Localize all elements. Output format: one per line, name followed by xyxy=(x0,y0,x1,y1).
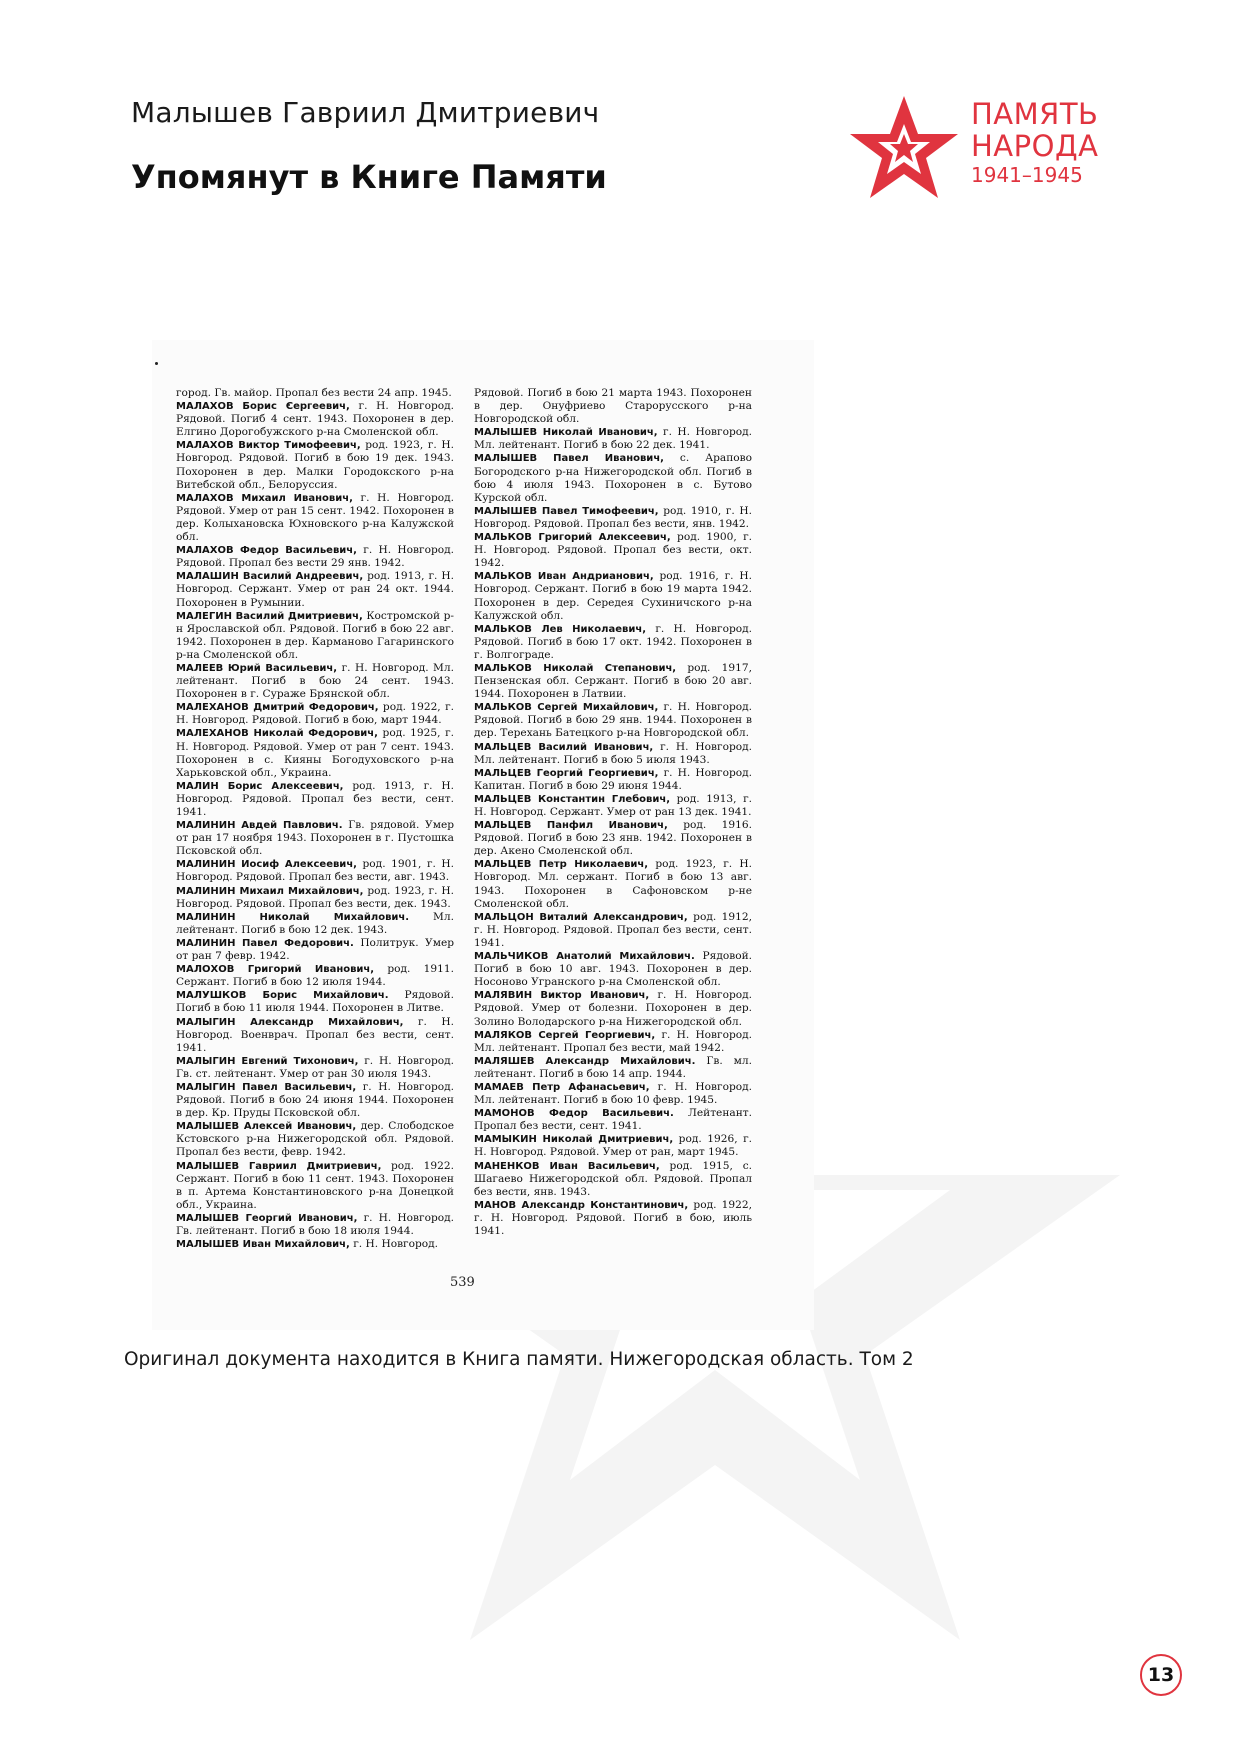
entry-details: род. 1910, г. Н. Новгород. Рядовой. Пропал без вести, янв. 1942. xyxy=(474,504,752,530)
memorial-entry xyxy=(474,767,752,793)
entry-name: МАЛЬКОВ Григорий Алексеевич, xyxy=(474,532,671,544)
scan-speck xyxy=(155,362,158,365)
entry-name: МАЛЯКОВ Сергей Георгиевич, xyxy=(474,1029,656,1041)
memorial-entry xyxy=(474,1055,752,1081)
memorial-entry xyxy=(474,1029,752,1055)
entry-details: род. 1926, г. Н. Новгород. Рядовой. Умер от ран, март 1945. xyxy=(474,1133,752,1159)
entry-name: МАЛЫШЕВ Георгий Иванович, xyxy=(176,1212,358,1224)
entry-details: г. Н. Новгород. Рядовой. Пропал без вести 29 янв. 1942. xyxy=(176,544,454,570)
memorial-entry xyxy=(176,544,454,570)
entry-name: МАМОНОВ Федор Васильевич. xyxy=(474,1108,674,1120)
entry-details: Гв. рядовой. Умер от ран 17 ноября 1943. Похоронен в г. Пустошка Псковской обл. xyxy=(176,819,454,858)
entry-name: МАЛЬЦЕВ Константин Глебович, xyxy=(474,793,671,805)
memorial-entry xyxy=(176,492,454,544)
memorial-entry xyxy=(474,452,752,504)
entry-name: МАЛАХОВ Борис Сергеевич, xyxy=(176,401,350,413)
memorial-entry xyxy=(474,505,752,531)
memorial-entry xyxy=(176,1238,454,1251)
memorial-entry xyxy=(474,426,752,452)
memorial-entry xyxy=(176,701,454,727)
entry-details: г. Н. Новгород. xyxy=(349,1238,439,1251)
entry-details: Мл. лейтенант. Погиб в бою 12 дек. 1943. xyxy=(176,910,454,936)
memorial-entry xyxy=(474,819,752,858)
entry-details: г. Н. Новгород. Гв. ст. лейтенант. Умер от ран 30 июля 1943. xyxy=(176,1054,454,1080)
person-name: Малышев Гавриил Дмитриевич xyxy=(131,96,600,129)
entry-name: МАЛЫШЕВ Павел Иванович, xyxy=(474,453,664,465)
entry-name: МАЛАШИН Василий Андреевич, xyxy=(176,571,364,583)
memorial-entry xyxy=(474,570,752,622)
memorial-entry xyxy=(176,570,454,609)
entry-name: МАЛИНИН Николай Михайлович. xyxy=(176,911,410,923)
memorial-entry xyxy=(474,531,752,570)
entry-name: МАЛЕХАНОВ Дмитрий Федорович, xyxy=(176,702,379,714)
entry-details: г. Н. Новгород. Мл. лейтенант. Пропал без вести, май 1942. xyxy=(474,1028,753,1054)
entry-name: МАЛЯШЕВ Александр Михайлович. xyxy=(474,1055,696,1067)
document-left-column xyxy=(176,387,454,1251)
entry-name: МАНЕНКОВ Иван Васильевич, xyxy=(474,1160,660,1172)
memorial-entry xyxy=(176,727,454,779)
memorial-entry xyxy=(474,950,752,989)
entry-details: г. Н. Новгород. Рядовой. Погиб в бою 24 июня 1944. Похоронен в дер. Кр. Пруды Псковской обл. xyxy=(176,1080,454,1120)
entry-details: с. Арапово Богородского р-на Нижегородской обл. Погиб в бою 4 июля 1943. Похоронен в с. Бутово Курской обл. xyxy=(474,452,752,504)
entry-details: род. 1923, г. Н. Новгород. Рядовой. Пропал без вести, дек. 1943. xyxy=(176,884,455,910)
entry-name: МАЛАХОВ Федор Васильевич, xyxy=(176,545,357,557)
entry-name: МАЛЫШЕВ Николай Иванович, xyxy=(474,427,658,439)
entry-details: дер. Слободское Кстовского р-на Нижегородской обл. Рядовой. Пропал без вести, февр. 1942. xyxy=(176,1120,455,1159)
entry-name: МАЛЫГИН Евгений Тихонович, xyxy=(176,1055,359,1067)
entry-name: МАЛОХОВ Григорий Иванович, xyxy=(176,964,375,976)
memorial-entry xyxy=(176,1016,454,1055)
memorial-entry xyxy=(176,1055,454,1081)
memorial-entry xyxy=(176,1212,454,1238)
entry-details: род. 1913, г. Н. Новгород. Сержант. Умер от ран 13 дек. 1941. xyxy=(474,792,753,818)
entry-details: род. 1915, с. Шагаево Нижегородской обл. Рядовой. Пропал без вести, янв. 1943. xyxy=(474,1159,753,1198)
memorial-entry xyxy=(474,701,752,740)
entry-name: МАЛЫШЕВ Гавриил Дмитриевич, xyxy=(176,1160,382,1172)
entry-name: МАЛЬКОВ Сергей Михайлович, xyxy=(474,702,659,714)
entry-details: г. Н. Новгород. Гв. лейтенант. Погиб в бою 18 июля 1944. xyxy=(176,1211,454,1237)
entry-details: г. Н. Новгород. Военврач. Пропал без вести, сент. 1941. xyxy=(176,1015,454,1054)
entry-name: МАЛЫГИН Павел Васильевич, xyxy=(176,1081,357,1093)
entry-details: род. 1917, Пензенская обл. Сержант. Погиб в бою 20 авг. 1944. Похоронен в Латвии. xyxy=(474,661,752,701)
document-page-number: 539 xyxy=(450,1275,475,1290)
entry-details: г. Н. Новгород. Рядовой. Погиб 4 сент. 1943. Похоронен в дер. Елгино Дорогобужского р-на Смоленской обл. xyxy=(176,400,455,439)
entry-details: г. Н. Новгород. Капитан. Погиб в бою 29 июня 1944. xyxy=(474,766,752,792)
entry-details: род. 1913, г. Н. Новгород. Рядовой. Пропал без вести, сент. 1941. xyxy=(176,779,455,818)
memorial-entry xyxy=(474,793,752,819)
entry-details: род. 1900, г. Н. Новгород. Рядовой. Пропал без вести, окт. 1942. xyxy=(474,531,752,570)
memorial-entry xyxy=(474,1107,752,1133)
memorial-entry xyxy=(176,989,454,1015)
memorial-entry xyxy=(176,858,454,884)
memorial-entry xyxy=(474,989,752,1028)
entry-name: МАЛЬЦЕВ Георгий Георгиевич, xyxy=(474,767,659,779)
memorial-entry xyxy=(176,1120,454,1159)
entry-name: МАНОВ Александр Константинович, xyxy=(474,1199,689,1211)
entry-name: МАЛИНИН Михаил Михайлович, xyxy=(176,885,364,897)
entry-details: род. 1901, г. Н. Новгород. Рядовой. Пропал без вести, авг. 1943. xyxy=(176,858,455,884)
entry-name: МАЛЯВИН Виктор Иванович, xyxy=(474,990,650,1002)
memorial-entry xyxy=(474,1160,752,1199)
entry-name: МАЛЬКОВ Николай Степанович, xyxy=(474,662,677,674)
entry-details: род. 1913, г. Н. Новгород. Сержант. Умер от ран 24 окт. 1944. Похоронен в Румынии. xyxy=(176,570,454,609)
memorial-entry xyxy=(176,937,454,963)
memorial-entry xyxy=(474,1133,752,1159)
entry-name: МАМЫКИН Николай Дмитриевич, xyxy=(474,1134,674,1146)
pamyat-naroda-logo[interactable] xyxy=(848,94,1118,204)
memorial-entry xyxy=(176,819,454,858)
memorial-entry xyxy=(176,963,454,989)
entry-details: Рядовой. Погиб в бою 21 марта 1943. Похоронен в дер. Онуфриево Старорусского р-на Новгородской обл. xyxy=(474,387,752,426)
memorial-entry xyxy=(176,1160,454,1212)
memorial-entry xyxy=(474,1199,752,1238)
memorial-entry xyxy=(176,662,454,701)
entry-name: МАЛЫШЕВ Павел Тимофеевич, xyxy=(474,505,659,517)
entry-details: род. 1912, г. Н. Новгород. Рядовой. Пропал без вести, сент. 1941. xyxy=(474,910,752,949)
entry-details: г. Н. Новгород. Мл. лейтенант. Погиб в бою 5 июля 1943. xyxy=(474,740,752,766)
page-heading: Упомянут в Книге Памяти xyxy=(131,158,607,196)
memorial-entry xyxy=(176,400,454,439)
entry-name: МАЛЕГИН Василий Дмитриевич, xyxy=(176,610,363,622)
entry-details: г. Н. Новгород. Мл. лейтенант. Погиб в бою 22 дек. 1941. xyxy=(474,426,753,452)
memorial-entry xyxy=(176,885,454,911)
memorial-entry xyxy=(176,911,454,937)
entry-name: МАЛЕЕВ Юрий Васильевич, xyxy=(176,662,338,674)
entry-name: МАЛЬКОВ Иван Андрианович, xyxy=(474,571,654,583)
entry-details: Политрук. Умер от ран 7 февр. 1942. xyxy=(176,936,454,963)
entry-name: МАЛЫГИН Александр Михайлович, xyxy=(176,1016,404,1028)
entry-details: г. Н. Новгород. Мл. лейтенант. Погиб в бою 24 сент. 1943. Похоронен в г. Сураже Брянской обл. xyxy=(176,661,454,701)
logo-line-2: НАРОДА xyxy=(971,129,1099,163)
entry-details: Рядовой. Погиб в бою 10 авг. 1943. Похоронен в дер. Носоново Угранского р-на Смоленской обл. xyxy=(474,950,752,989)
entry-details: род. 1923, г. Н. Новгород. Рядовой. Погиб в бою 19 дек. 1943. Похоронен в дер. Малки Городокского р-на Витебской обл., Белоруссия. xyxy=(176,439,454,491)
entry-details: род. 1923, г. Н. Новгород. Мл. сержант. Погиб в бою 13 авг. 1943. Похоронен в Сафоновском р-не Смоленской обл. xyxy=(474,858,752,910)
memorial-entry xyxy=(176,610,454,662)
memorial-entry xyxy=(474,741,752,767)
entry-name: МАЛЬЦОН Виталий Александрович, xyxy=(474,911,688,923)
memorial-entry xyxy=(474,623,752,662)
entry-details: г. Н. Новгород. Рядовой. Погиб в бою 17 окт. 1942. Похоронен в г. Волгограде. xyxy=(474,622,752,661)
document-scan xyxy=(152,340,814,1330)
memorial-entry xyxy=(176,387,454,400)
memorial-entry xyxy=(474,662,752,701)
document-right-column xyxy=(474,387,752,1238)
entry-name: МАЛИНИН Иосиф Алексеевич, xyxy=(176,859,357,871)
memorial-entry xyxy=(474,858,752,910)
memorial-entry xyxy=(176,780,454,819)
entry-name: МАЛЬЦЕВ Василий Иванович, xyxy=(474,741,654,753)
entry-details: род. 1922. Сержант. Погиб в бою 11 сент. 1943. Похоронен в п. Артема Константиновского р-на Донецкой обл., Украина. xyxy=(176,1159,454,1211)
entry-details: г. Н. Новгород. Рядовой. Умер от болезни. Похоронен в дер. Золино Володарского р-на Нижегородской обл. xyxy=(474,989,753,1028)
entry-details: род. 1925, г. Н. Новгород. Рядовой. Умер от ран 7 сент. 1943. Похоронен в с. Кияны Богодуховского р-на Харьковской обл., Украина. xyxy=(176,727,454,779)
memorial-entry xyxy=(474,387,752,426)
source-note: Оригинал документа находится в Книга памяти. Нижегородская область. Том 2 xyxy=(124,1349,914,1370)
entry-name: МАЛЫШЕВ Алексей Иванович, xyxy=(176,1121,357,1133)
entry-name: МАЛЫШЕВ Иван Михайлович, xyxy=(176,1239,350,1251)
entry-details: город. Гв. майор. Пропал без вести 24 апр. 1945. xyxy=(176,387,452,399)
entry-name: МАЛЬЦЕВ Петр Николаевич, xyxy=(474,859,649,871)
entry-details: Гв. мл. лейтенант. Погиб в бою 14 апр. 1944. xyxy=(474,1054,753,1080)
entry-name: МАЛУШКОВ Борис Михайлович. xyxy=(176,990,389,1002)
entry-details: г. Н. Новгород. Рядовой. Погиб в бою 29 янв. 1944. Похоронен в дер. Терехань Батецкого р-на Новгородской обл. xyxy=(474,701,753,740)
memorial-entry xyxy=(176,1081,454,1120)
red-star-icon xyxy=(848,94,960,202)
entry-name: МАЛИНИН Павел Федорович. xyxy=(176,937,354,949)
page-number-badge: 13 xyxy=(1140,1654,1182,1696)
entry-name: МАМАЕВ Петр Афанасьевич, xyxy=(474,1081,650,1093)
entry-name: МАЛЬКОВ Лев Николаевич, xyxy=(474,623,647,635)
memorial-entry xyxy=(176,439,454,491)
entry-details: род. 1911. Сержант. Погиб в бою 12 июля 1944. xyxy=(176,963,454,989)
entry-details: г. Н. Новгород. Рядовой. Умер от ран 15 сент. 1942. Похоронен в дер. Колыхановска Юхновского р-на Калужской обл. xyxy=(176,491,454,544)
entry-details: род. 1916, г. Н. Новгород. Сержант. Погиб в бою 19 марта 1942. Похоронен в дер. Середея Сухиничского р-на Калужской обл. xyxy=(474,570,752,622)
entry-name: МАЛАХОВ Михаил Иванович, xyxy=(176,492,353,504)
memorial-entry xyxy=(474,911,752,950)
entry-name: МАЛЬЦЕВ Панфил Иванович, xyxy=(474,820,668,832)
entry-name: МАЛИН Борис Алексеевич, xyxy=(176,780,344,792)
entry-name: МАЛАХОВ Виктор Тимофеевич, xyxy=(176,440,361,452)
entry-details: г. Н. Новгород. Мл. лейтенант. Погиб в бою 10 февр. 1945. xyxy=(474,1080,752,1107)
memorial-entry xyxy=(474,1081,752,1107)
entry-details: род. 1922, г. Н. Новгород. Рядовой. Погиб в бою, март 1944. xyxy=(176,701,454,727)
entry-name: МАЛЬЧИКОВ Анатолий Михайлович. xyxy=(474,951,695,963)
entry-details: Рядовой. Погиб в бою 11 июля 1944. Похоронен в Литве. xyxy=(176,989,454,1015)
entry-details: род. 1916. Рядовой. Погиб в бою 23 янв. 1942. Похоронен в дер. Акено Смоленской обл. xyxy=(474,819,752,858)
logo-years: 1941–1945 xyxy=(971,163,1083,187)
entry-name: МАЛИНИН Авдей Павлович. xyxy=(176,820,343,832)
entry-details: Лейтенант. Пропал без вести, сент. 1941. xyxy=(474,1107,752,1133)
entry-details: род. 1922, г. Н. Новгород. Рядовой. Погиб в бою, июль 1941. xyxy=(474,1198,752,1237)
entry-name: МАЛЕХАНОВ Николай Федорович, xyxy=(176,728,378,740)
entry-details: Костромской р-н Ярославской обл. Рядовой. Погиб в бою 22 авг. 1942. Похоронен в дер. Карманово Гагаринского р-на Смоленской обл. xyxy=(176,609,455,661)
logo-line-1: ПАМЯТЬ xyxy=(971,97,1099,131)
